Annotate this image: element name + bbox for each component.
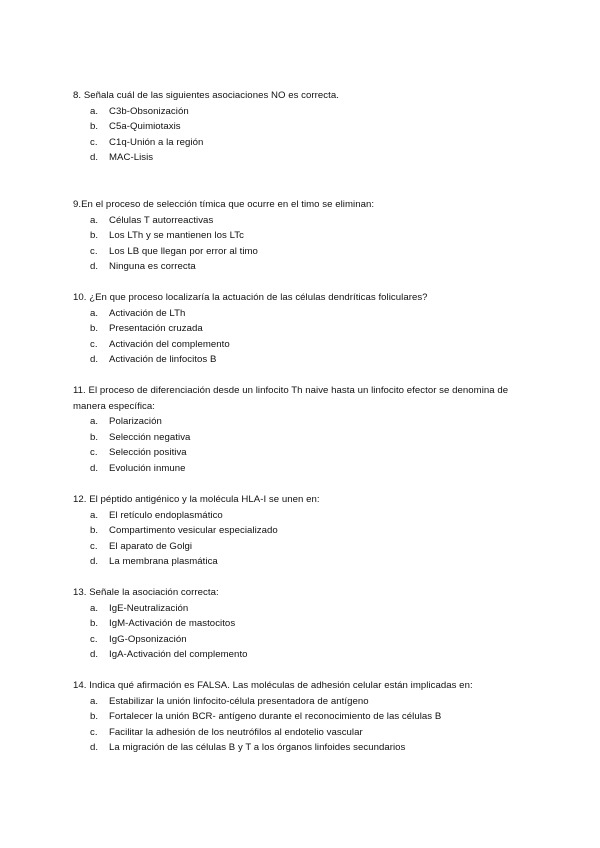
option-c [73, 539, 513, 555]
option-b [73, 709, 543, 725]
option-text: Estabilizar la unión linfocito-célula presentadora de antígeno [109, 695, 369, 707]
option-text: Facilitar la adhesión de los neutrófilos al endotelio vascular [109, 726, 363, 738]
option-letter: a. [90, 105, 99, 117]
option-text: IgM-Activación de mastocitos [109, 618, 236, 630]
option-list [73, 306, 513, 368]
option-b [73, 523, 513, 539]
option-letter: a. [90, 509, 99, 521]
option-a [73, 306, 513, 322]
option-text: Evolución inmune [109, 462, 186, 474]
option-letter: c. [90, 245, 98, 257]
option-text: Selección positiva [109, 447, 187, 459]
option-text: Ninguna es correcta [109, 261, 196, 273]
option-text: Presentación cruzada [109, 323, 203, 335]
option-text: IgA-Activación del complemento [109, 649, 248, 661]
option-letter: a. [90, 602, 99, 614]
question-10 [73, 290, 513, 368]
option-b [73, 321, 513, 337]
question-11 [73, 383, 533, 477]
option-a [73, 601, 513, 617]
option-a [73, 104, 513, 120]
option-text: Fortalecer la unión BCR- antígeno durante el reconocimiento de las células B [109, 711, 442, 723]
option-list [73, 694, 543, 756]
option-list [73, 601, 513, 663]
option-list [73, 414, 533, 476]
option-text: C3b-Obsonización [109, 105, 189, 117]
option-letter: c. [90, 338, 98, 350]
option-text: Los LTh y se mantienen los LTc [109, 230, 244, 242]
option-d [73, 647, 513, 663]
option-a [73, 213, 513, 229]
option-c [73, 632, 513, 648]
option-text: Compartimento vesicular especializado [109, 525, 278, 537]
option-d [73, 259, 513, 275]
option-d [73, 740, 543, 756]
option-text: Activación de LTh [109, 307, 186, 319]
option-letter: c. [90, 447, 98, 459]
option-c [73, 725, 543, 741]
option-text: C1q-Unión a la región [109, 136, 204, 148]
question-12 [73, 492, 513, 570]
option-list [73, 104, 513, 166]
option-text: El retículo endoplasmático [109, 509, 223, 521]
option-b [73, 228, 513, 244]
option-letter: a. [90, 416, 99, 428]
option-letter: b. [90, 618, 99, 630]
question-stem: 8. Señala cuál de las siguientes asociaciones NO es correcta. [73, 90, 339, 101]
option-letter: b. [90, 121, 99, 133]
option-text: Activación del complemento [109, 338, 230, 350]
question-stem: 14. Indica qué afirmación es FALSA. Las moléculas de adhesión celular están implicadas en: [73, 680, 473, 691]
option-text: MAC-Lisis [109, 152, 154, 164]
option-a [73, 694, 543, 710]
option-letter: c. [90, 726, 98, 738]
option-text: IgE-Neutralización [109, 602, 189, 614]
option-letter: c. [90, 633, 98, 645]
option-text: La migración de las células B y T a los órganos linfoides secundarios [109, 742, 406, 754]
option-text: Polarización [109, 416, 162, 428]
option-letter: b. [90, 230, 99, 242]
option-letter: c. [90, 540, 98, 552]
option-text: Activación de linfocitos B [109, 354, 217, 366]
question-9 [73, 197, 513, 275]
question-stem: 10. ¿En que proceso localizaría la actuación de las células dendríticas foliculares? [73, 292, 428, 303]
option-letter: d. [90, 462, 99, 474]
option-text: Selección negativa [109, 431, 191, 443]
option-text: IgG-Opsonización [109, 633, 187, 645]
option-letter: d. [90, 556, 99, 568]
option-a [73, 508, 513, 524]
question-stem: 12. El péptido antigénico y la molécula HLA-I se unen en: [73, 494, 320, 505]
option-letter: d. [90, 354, 99, 366]
option-text: La membrana plasmática [109, 556, 218, 568]
option-c [73, 337, 513, 353]
option-c [73, 135, 513, 151]
option-d [73, 352, 513, 368]
question-14 [73, 678, 543, 756]
option-letter: a. [90, 307, 99, 319]
option-d [73, 150, 513, 166]
option-letter: c. [90, 136, 98, 148]
option-d [73, 461, 533, 477]
option-letter: d. [90, 152, 99, 164]
option-a [73, 414, 533, 430]
option-letter: b. [90, 711, 99, 723]
option-list [73, 213, 513, 275]
option-b [73, 616, 513, 632]
question-8 [73, 88, 513, 166]
option-b [73, 430, 533, 446]
option-letter: d. [90, 742, 99, 754]
option-letter: b. [90, 431, 99, 443]
option-letter: a. [90, 695, 99, 707]
option-letter: d. [90, 261, 99, 273]
option-c [73, 244, 513, 260]
question-stem: 13. Señale la asociación correcta: [73, 587, 219, 598]
question-stem: 11. El proceso de diferenciación desde un linfocito Th naive hasta un linfocito efector se denomina de manera específica: [73, 385, 509, 412]
option-letter: b. [90, 525, 99, 537]
question-13 [73, 585, 513, 663]
option-d [73, 554, 513, 570]
option-letter: b. [90, 323, 99, 335]
option-text: C5a-Quimiotaxis [109, 121, 181, 133]
option-letter: d. [90, 649, 99, 661]
option-list [73, 508, 513, 570]
option-c [73, 445, 533, 461]
question-stem: 9.En el proceso de selección tímica que ocurre en el timo se eliminan: [73, 199, 375, 210]
option-b [73, 119, 513, 135]
option-text: Células T autorreactivas [109, 214, 214, 226]
option-text: El aparato de Golgi [109, 540, 193, 552]
option-letter: a. [90, 214, 99, 226]
option-text: Los LB que llegan por error al timo [109, 245, 258, 257]
